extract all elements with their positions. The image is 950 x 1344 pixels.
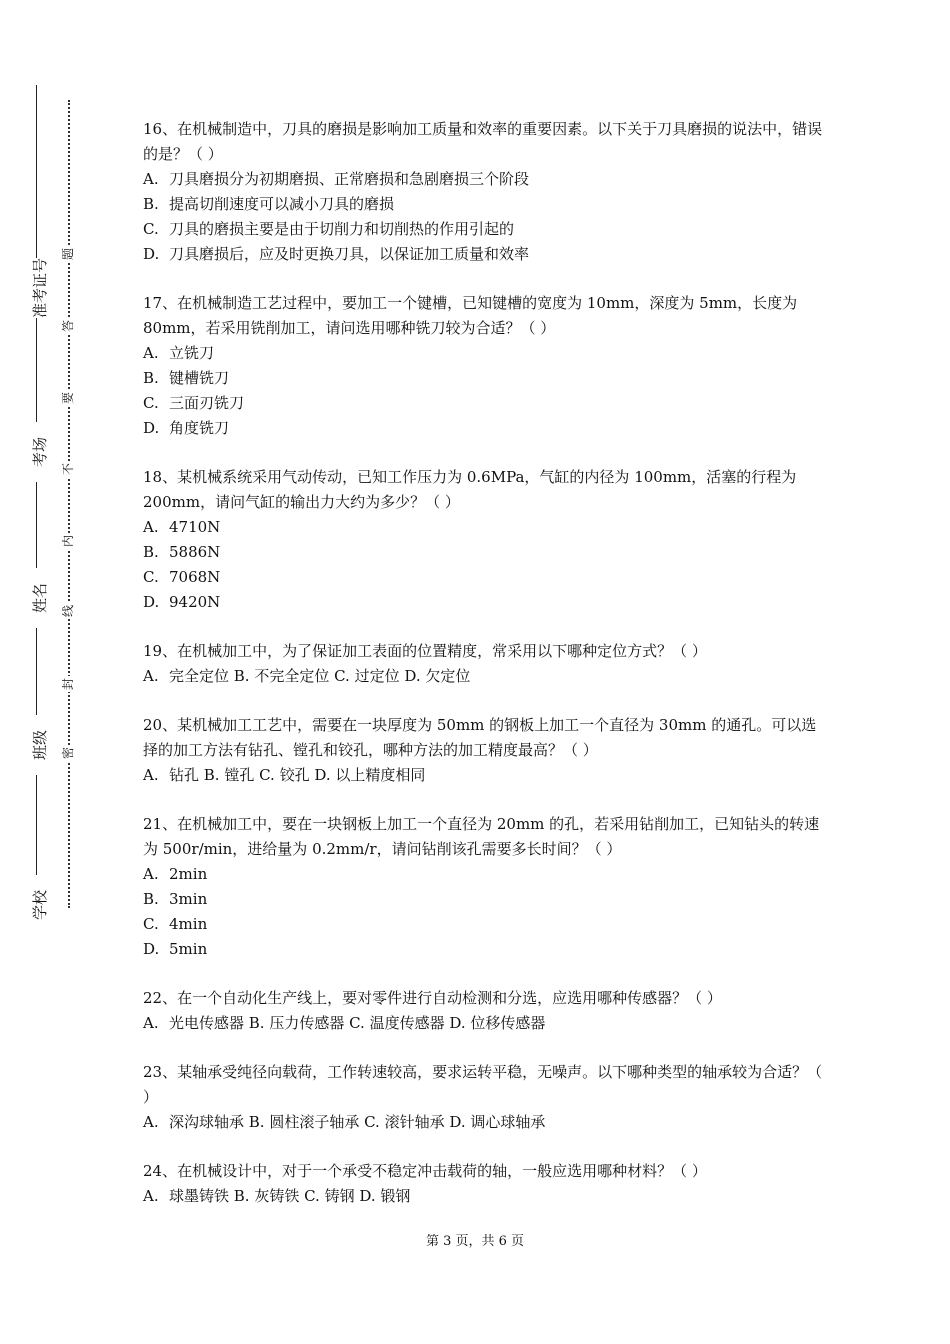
- question-23: [143, 1060, 823, 1135]
- option-b: B. 键槽铣刀: [143, 369, 230, 387]
- option-d: D. 刀具磨损后，应及时更换刀具，以保证加工质量和效率: [143, 245, 530, 263]
- option-line: A. 钻孔 B. 镗孔 C. 铰孔 D. 以上精度相同: [143, 766, 426, 784]
- school-label: 学校: [30, 875, 50, 935]
- question-22: [143, 986, 823, 1036]
- option-a: A. 刀具磨损分为初期磨损、正常磨损和急剧磨损三个阶段: [143, 170, 530, 188]
- question-stem: 19、在机械加工中，为了保证加工表面的位置精度，常采用以下哪种定位方式？（ ）: [143, 642, 707, 660]
- seal-char: 不: [61, 463, 75, 476]
- seal-char: 封: [61, 678, 75, 691]
- option-line: A. 光电传感器 B. 压力传感器 C. 温度传感器 D. 位移传感器: [143, 1014, 546, 1032]
- option-a: A. 4710N: [143, 518, 221, 536]
- option-c: C. 三面刃铣刀: [143, 394, 245, 412]
- binding-margin: [0, 0, 100, 1344]
- question-stem: 17、在机械制造工艺过程中，要加工一个键槽，已知键槽的宽度为 10mm，深度为 5mm，长度为 80mm，若采用铣削加工，请问选用哪种铣刀较为合适？（ ）: [143, 294, 798, 337]
- option-line: A. 完全定位 B. 不完全定位 C. 过定位 D. 欠定位: [143, 667, 471, 685]
- question-stem: 23、某轴承受纯径向载荷，工作转速较高，要求运转平稳，无噪声。以下哪种类型的轴承较为合适？（ ）: [143, 1063, 823, 1106]
- seal-char: 密: [61, 747, 75, 760]
- option-d: D. 5min: [143, 940, 208, 958]
- question-21: [143, 812, 823, 962]
- exam-number-label: 准考证号: [31, 257, 49, 318]
- seal-char: 题: [61, 248, 75, 261]
- question-list: [143, 117, 823, 1233]
- question-stem: 24、在机械设计中，对于一个承受不稳定冲击载荷的轴，一般应选用哪种材料？（ ）: [143, 1162, 707, 1180]
- option-c: C. 7068N: [143, 568, 221, 586]
- binding-solid-line: [36, 85, 37, 925]
- binding-dotted-line: [68, 100, 70, 908]
- seal-char: 内: [61, 535, 75, 548]
- seal-char: 线: [61, 605, 75, 618]
- question-17: [143, 291, 823, 441]
- seal-char: 答: [61, 320, 75, 333]
- question-24: [143, 1159, 823, 1209]
- option-b: B. 5886N: [143, 543, 221, 561]
- option-b: B. 提高切削速度可以减小刀具的磨损: [143, 195, 395, 213]
- option-b: B. 3min: [143, 890, 208, 908]
- question-stem: 22、在一个自动化生产线上，要对零件进行自动检测和分选，应选用哪种传感器？（ ）: [143, 989, 722, 1007]
- question-16: [143, 117, 823, 267]
- question-stem: 18、某机械系统采用气动传动，已知工作压力为 0.6MPa，气缸的内径为 100mm，活塞的行程为 200mm，请问气缸的输出力大约为多少？（ ）: [143, 468, 797, 511]
- exam-room-label: 考场: [30, 422, 50, 482]
- question-stem: 20、某机械加工工艺中，需要在一块厚度为 50mm 的钢板上加工一个直径为 30mm 的通孔。可以选择的加工方法有钻孔、镗孔和铰孔，哪种方法的加工精度最高？（ ）: [143, 716, 817, 759]
- option-d: D. 角度铣刀: [143, 419, 230, 437]
- option-a: A. 2min: [143, 865, 208, 883]
- page-number: 第 3 页，共 6 页: [425, 1234, 525, 1249]
- option-c: C. 刀具的磨损主要是由于切削力和切削热的作用引起的: [143, 220, 515, 238]
- question-18: [143, 465, 823, 615]
- seal-char: 要: [61, 392, 75, 405]
- question-stem: 21、在机械加工中，要在一块钢板上加工一个直径为 20mm 的孔，若采用钻削加工，已知钻头的转速为 500r/min，进给量为 0.2mm/r，请问钻削该孔需要多长时间？（ ）: [143, 815, 820, 858]
- question-20: [143, 713, 823, 788]
- option-a: A. 立铣刀: [143, 344, 215, 362]
- question-stem: 16、在机械制造中，刀具的磨损是影响加工质量和效率的重要因素。以下关于刀具磨损的说法中，错误的是？（ ）: [143, 120, 823, 163]
- class-label: 班级: [30, 715, 50, 775]
- question-19: [143, 639, 823, 689]
- option-line: A. 球墨铸铁 B. 灰铸铁 C. 铸钢 D. 锻钢: [143, 1187, 411, 1205]
- option-d: D. 9420N: [143, 593, 221, 611]
- option-c: C. 4min: [143, 915, 208, 933]
- option-line: A. 深沟球轴承 B. 圆柱滚子轴承 C. 滚针轴承 D. 调心球轴承: [143, 1113, 546, 1131]
- name-label: 姓名: [30, 568, 50, 628]
